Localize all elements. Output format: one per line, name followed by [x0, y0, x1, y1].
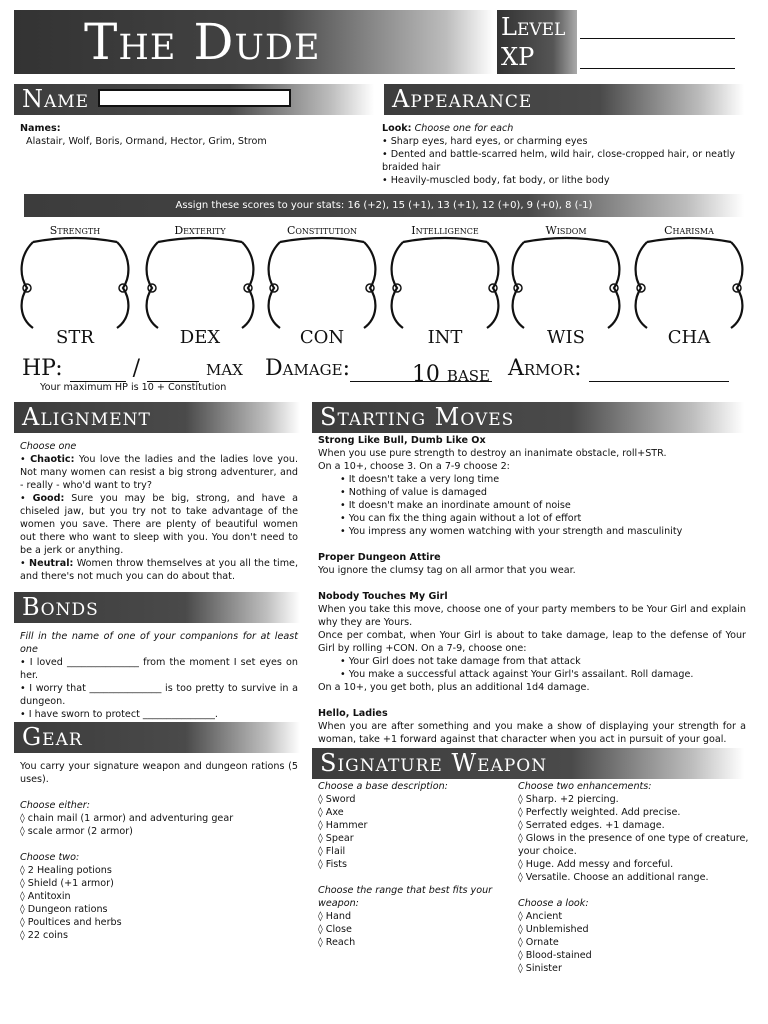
stat-name: Intelligence: [411, 224, 479, 237]
appearance-section-header: [384, 84, 744, 115]
starting-moves-section-header: [312, 402, 744, 433]
weapon-option[interactable]: ◊ Ornate: [518, 937, 559, 948]
gear-either-label: Choose either:: [20, 800, 90, 811]
weapon-left-block: [318, 780, 514, 949]
stat-abbr: CHA: [667, 327, 711, 348]
hp-label: HP:: [22, 356, 63, 381]
name-input[interactable]: [98, 89, 291, 107]
alignment-instruction: Choose one: [20, 441, 77, 452]
move-title: Hello, Ladies: [318, 708, 388, 719]
look-block: [382, 122, 752, 187]
stat-frame-icon: [385, 236, 505, 332]
hp-line: [22, 356, 243, 382]
armor-line: [508, 356, 729, 382]
page-title: The Dude: [84, 13, 321, 71]
move-title: Nobody Touches My Girl: [318, 591, 448, 602]
bonds-instruction: Fill in the name of one of your companions for at least one: [20, 631, 298, 655]
stat-name: Charisma: [664, 224, 714, 237]
names-label: Names:: [20, 123, 61, 134]
move-strong-like-bull: Strong Like Bull, Dumb Like Ox When you use pure strength to destroy an inanimate obstacle, roll+STR. On a 10+, choose 3. On a 7-9 choose 2: • It doesn't take a very long time • Nothing of value is damaged • It doesn't make an inordinate amount of noise • You can fix the thing again without a lot of effort • You impress any women watching with your strength and masculinity: [318, 435, 683, 537]
stat-abbr: DEX: [179, 327, 221, 348]
gear-heading: Gear: [22, 723, 83, 751]
weapon-base-label: Choose a base description:: [318, 781, 448, 792]
move-proper-dungeon-attire: Proper Dungeon Attire You ignore the clumsy tag on all armor that you wear.: [318, 552, 576, 576]
move-nobody-touches-my-girl: Nobody Touches My Girl When you take this move, choose one of your party members to be Your Girl and explain why they are Yours. Once per combat, when Your Girl is about to take damage, leap to the defense of Your Girl by rolling +CON. On a 7-9, choose one: • Your Girl does not take damage from that attack • You make a successful attack against Your Girl's assailant. Roll damage. On a 10+, you get both, plus an additional 1d4 damage.: [318, 591, 746, 693]
name-heading: Name: [22, 85, 90, 113]
bond-item[interactable]: • I have sworn to protect _______________.: [20, 709, 218, 720]
stat-abbr: WIS: [547, 327, 585, 348]
damage-label: Damage:: [265, 356, 351, 381]
weapon-option[interactable]: ◊ Reach: [318, 937, 356, 948]
alignment-block: [20, 440, 298, 583]
weapon-look-label: Choose a look:: [518, 898, 589, 909]
alignment-good[interactable]: • Good: Sure you may be big, strong, and have a chiseled jaw, but you try not to take advantage of the women you save. There are plenty of beautiful women out there who want to sleep with you. You don't need to be a jerk or anything.: [20, 493, 298, 556]
weapon-option[interactable]: ◊ Perfectly weighted. Add precise.: [518, 807, 681, 818]
armor-field[interactable]: [589, 362, 729, 382]
look-item: • Sharp eyes, hard eyes, or charming eyes: [382, 136, 588, 147]
stat-frame-icon: [140, 236, 260, 332]
weapon-option[interactable]: ◊ Sharp. +2 piercing.: [518, 794, 619, 805]
gear-option[interactable]: ◊ scale armor (2 armor): [20, 826, 133, 837]
move-hello-ladies: Hello, Ladies When you are after something and you make a show of displaying your strength for a woman, take +1 forward against that character when you act in pursuit of your goal.: [318, 708, 746, 745]
gear-option[interactable]: ◊ Shield (+1 armor): [20, 878, 114, 889]
stat-name: Strength: [49, 224, 101, 237]
hp-note: Your maximum HP is 10 + Constitution: [40, 382, 227, 393]
weapon-option[interactable]: ◊ Blood-stained: [518, 950, 592, 961]
weapon-option[interactable]: ◊ Axe: [318, 807, 344, 818]
gear-section-header: [14, 722, 300, 753]
weapon-option[interactable]: ◊ Fists: [318, 859, 348, 870]
hp-slash: /: [132, 356, 141, 381]
bonds-block: [20, 630, 298, 721]
stat-strength[interactable]: [15, 222, 135, 352]
weapon-option[interactable]: ◊ Versatile. Choose an additional range.: [518, 872, 709, 883]
weapon-option[interactable]: ◊ Ancient: [518, 911, 563, 922]
alignment-chaotic[interactable]: • Chaotic: You love the ladies and the ladies love you. Not many women can resist a big strong adventurer, and - really - who'd want to try?: [20, 454, 298, 491]
weapon-range-label: Choose the range that best fits your weapon:: [318, 885, 493, 909]
weapon-option[interactable]: ◊ Hand: [318, 911, 352, 922]
weapon-option[interactable]: ◊ Spear: [318, 833, 354, 844]
stat-name: Dexterity: [174, 224, 226, 237]
gear-option[interactable]: ◊ Dungeon rations: [20, 904, 108, 915]
armor-label: Armor:: [508, 356, 582, 381]
move-title: Proper Dungeon Attire: [318, 552, 441, 563]
alignment-heading: Alignment: [22, 403, 151, 431]
gear-block: [20, 760, 298, 942]
bonds-section-header: [14, 592, 300, 623]
hp-max-field[interactable]: [147, 362, 199, 382]
signature-weapon-section-header: [312, 748, 744, 779]
weapon-option[interactable]: ◊ Sword: [318, 794, 356, 805]
move-title: Strong Like Bull, Dumb Like Ox: [318, 435, 486, 446]
weapon-enh-label: Choose two enhancements:: [518, 781, 652, 792]
hp-current-field[interactable]: [70, 362, 126, 382]
damage-line: [265, 356, 492, 387]
xp-field[interactable]: [580, 68, 735, 69]
gear-option[interactable]: ◊ Antitoxin: [20, 891, 71, 902]
title-banner: [14, 10, 494, 74]
max-label: max: [206, 356, 243, 381]
gear-option[interactable]: ◊ 22 coins: [20, 930, 68, 941]
gear-option[interactable]: ◊ 2 Healing potions: [20, 865, 112, 876]
stat-frame-icon: [262, 236, 382, 332]
stat-frame-icon: [629, 236, 749, 332]
alignment-section-header: [14, 402, 300, 433]
stat-name: Wisdom: [545, 224, 587, 237]
weapon-option[interactable]: ◊ Close: [318, 924, 352, 935]
bond-item[interactable]: • I worry that _______________ is too pretty to survive in a dungeon.: [20, 683, 298, 707]
weapon-option[interactable]: ◊ Glows in the presence of one type of creature, your choice.: [518, 833, 749, 857]
stat-frame-icon: [506, 236, 626, 332]
weapon-option[interactable]: ◊ Hammer: [318, 820, 368, 831]
weapon-option[interactable]: ◊ Sinister: [518, 963, 562, 974]
moves-block: [318, 434, 746, 746]
weapon-option[interactable]: ◊ Serrated edges. +1 damage.: [518, 820, 665, 831]
weapon-option[interactable]: ◊ Flail: [318, 846, 346, 857]
starting-moves-heading: Starting Moves: [320, 403, 515, 431]
level-label: Level: [501, 13, 566, 41]
gear-option[interactable]: ◊ chain mail (1 armor) and adventuring gear: [20, 813, 234, 824]
look-instruction: Choose one for each: [414, 123, 514, 134]
weapon-option[interactable]: ◊ Unblemished: [518, 924, 589, 935]
stat-wisdom[interactable]: [506, 222, 626, 352]
stat-constitution[interactable]: [262, 222, 382, 352]
stats-instruction: Assign these scores to your stats: 16 (+2), 15 (+1), 13 (+1), 12 (+0), 9 (+0), 8 (-1): [24, 194, 744, 217]
xp-label: XP: [501, 43, 535, 71]
gear-option[interactable]: ◊ Poultices and herbs: [20, 917, 122, 928]
look-item: • Dented and battle-scarred helm, wild hair, close-cropped hair, or neatly braided hair: [382, 149, 736, 173]
bond-item[interactable]: • I loved _______________ from the moment I set eyes on her.: [20, 657, 298, 681]
look-item: • Heavily-muscled body, fat body, or lithe body: [382, 175, 610, 186]
stat-frame-icon: [15, 236, 135, 332]
stat-name: Constitution: [286, 224, 358, 237]
weapon-right-block: [518, 780, 750, 975]
bonds-heading: Bonds: [22, 593, 99, 621]
names-list: Alastair, Wolf, Boris, Ormand, Hector, Grim, Strom: [26, 136, 267, 147]
damage-value: 10 base: [350, 362, 492, 382]
alignment-neutral[interactable]: • Neutral: Women throw themselves at you all the time, and there's not much you can do about that.: [20, 558, 298, 582]
stat-charisma[interactable]: [629, 222, 749, 352]
signature-weapon-heading: Signature Weapon: [320, 749, 548, 777]
stat-intelligence[interactable]: [385, 222, 505, 352]
stat-abbr: STR: [56, 327, 94, 348]
stat-abbr: CON: [299, 327, 345, 348]
weapon-option[interactable]: ◊ Huge. Add messy and forceful.: [518, 859, 674, 870]
look-label: Look:: [382, 123, 412, 134]
stat-dexterity[interactable]: [140, 222, 260, 352]
names-block: [20, 122, 370, 148]
gear-intro: You carry your signature weapon and dungeon rations (5 uses).: [20, 761, 298, 785]
level-xp-box: [497, 10, 577, 74]
appearance-heading: Appearance: [392, 85, 533, 113]
gear-two-label: Choose two:: [20, 852, 80, 863]
stat-abbr: INT: [427, 327, 463, 348]
level-field[interactable]: [580, 38, 735, 39]
